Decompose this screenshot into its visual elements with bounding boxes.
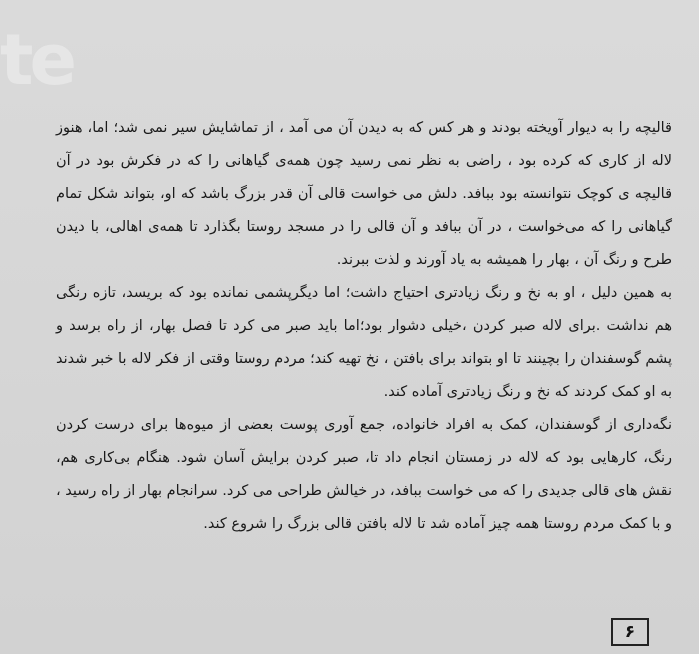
story-text bbox=[56, 112, 672, 541]
faded-background-text: te bbox=[0, 20, 73, 100]
paragraph-1: قالیچه را به دیوار آویخته بودند و هر کس که به دیدن آن می آمد ، از تماشایش سیر نمی شد؛ اما، هنوز لاله از کاری که کرده بود ، راضی به نظر نمی رسید چون همه‌ی گیاهانی را که در فکرش بود در آن قالیچه ی کوچک نتوانسته بود ببافد. دلش می خواست قالی آن قدر بزرگ باشد که او، بتواند شکل تمام گیاهانی را که می‌خواست ، در آن ببافد و آن قالی را در مسجد روستا بگذارد تا همه‌ی اهالی، با دیدن طرح و رنگ آن ، بهار را همیشه به یاد آورند و لذت ببرند. bbox=[56, 120, 672, 268]
page-number: ۶ bbox=[611, 618, 649, 646]
paragraph-2: به همین دلیل ، او به نخ و رنگ زیادتری احتیاج داشت؛ اما دیگرپشمی نمانده بود که بریسد، تازه رنگی هم نداشت .برای لاله صبر کردن ،خیلی دشوار بود؛اما باید صبر می کرد تا فصل بهار، از راه برسد و پشم گوسفندان را بچینند تا او بتواند برای بافتن ، نخ تهیه کند؛ مردم روستا وقتی از فکر لاله با خبر شدند به او کمک کردند که نخ و رنگ زیادتری آماده کند. bbox=[56, 285, 672, 400]
paragraph-3: نگه‌داری از گوسفندان، کمک به افراد خانواده، جمع آوری پوست بعضی از میوه‌ها برای درست کردن رنگ، کارهایی بود که لاله در زمستان انجام داد تا، صبر کردن برایش آسان شود. هنگام بی‌کاری هم، نقش های قالی جدیدی را که می خواست ببافد، در خیالش طراحی می کرد. سرانجام بهار از راه رسید ، و با کمک مردم روستا همه چیز آماده شد تا لاله بافتن قالی بزرگ را شروع کند. bbox=[56, 417, 672, 532]
